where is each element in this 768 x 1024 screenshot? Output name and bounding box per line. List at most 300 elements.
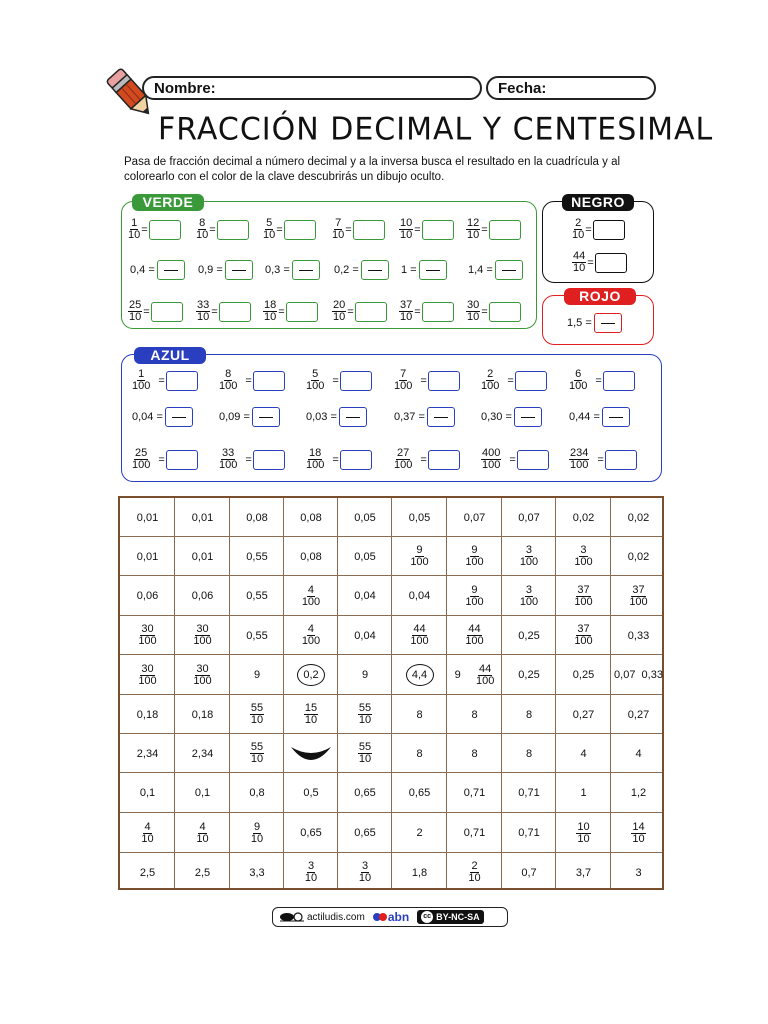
negro-item-0-fraction-numerator: 2 — [575, 217, 582, 229]
negro-item-1 — [572, 251, 627, 274]
verde-row1-item-2-equals: = — [276, 223, 283, 236]
azul-row1-item-1-equals: = — [245, 374, 252, 387]
grid-cell-r0-c9[interactable] — [611, 498, 666, 537]
azul-row3-item-1-answer-box[interactable] — [253, 450, 285, 470]
grid-cell-r5-c3-fraction-denominator: 10 — [304, 714, 318, 726]
cc-license-badge — [417, 910, 484, 924]
grid-cell-r4-c2-text: 9 — [253, 669, 261, 681]
grid-cell-r6-c6[interactable] — [447, 734, 502, 773]
grid-cell-r2-c3-fraction-numerator: 4 — [307, 583, 315, 596]
grid-cell-r3-c5[interactable] — [392, 616, 447, 655]
azul-row3-item-1-fraction — [219, 448, 237, 471]
grid-cell-r1-c7[interactable] — [502, 537, 556, 576]
grid-cell-r4-c6-part-1-fraction — [476, 664, 494, 687]
grid-cell-r8-c4[interactable] — [338, 813, 392, 853]
azul-row2-item-2-answer-box[interactable] — [339, 407, 367, 427]
grid-cell-r0-c5[interactable] — [392, 498, 447, 537]
grid-cell-r5-c8[interactable] — [556, 695, 611, 734]
answer-grid — [118, 496, 664, 890]
grid-cell-r5-c0[interactable] — [120, 695, 175, 734]
verde-row3-item-2 — [263, 300, 318, 323]
azul-row2-item-0 — [132, 407, 193, 427]
grid-cell-r1-c5-fraction-numerator: 9 — [416, 544, 423, 556]
verde-row3-item-2-answer-box[interactable] — [286, 302, 318, 322]
grid-cell-r3-c2[interactable] — [230, 616, 284, 655]
verde-row1-item-3-fraction-numerator: 7 — [335, 217, 342, 229]
grid-cell-r9-c6[interactable] — [447, 853, 502, 892]
grid-cell-r3-c6-fraction-numerator: 44 — [468, 623, 481, 635]
grid-cell-r1-c3-text: 0,08 — [300, 550, 322, 563]
grid-cell-r4-c9[interactable] — [611, 655, 666, 695]
grid-cell-r5-c8-text: 0,27 — [572, 708, 595, 721]
grid-cell-r7-c8[interactable] — [556, 773, 611, 813]
azul-row2-item-3-answer-box[interactable] — [427, 407, 455, 427]
grid-cell-r2-c6-fraction — [465, 585, 483, 608]
verde-row1-item-5-fraction-numerator: 12 — [467, 217, 480, 229]
grid-cell-r8-c1-fraction-denominator: 10 — [196, 832, 209, 845]
verde-row1-item-5-equals: = — [481, 223, 488, 236]
azul-row1-item-3-answer-box[interactable] — [428, 371, 460, 391]
grid-cell-r2-c1[interactable] — [175, 576, 230, 616]
verde-row3-item-2-fraction-numerator: 18 — [264, 299, 277, 311]
grid-cell-r3-c9[interactable] — [611, 616, 666, 655]
verde-row3-item-1 — [196, 300, 251, 323]
azul-row3-item-4-fraction — [481, 448, 501, 471]
azul-row1-item-2-answer-box[interactable] — [340, 371, 372, 391]
grid-cell-r6-c7-text: 8 — [525, 747, 533, 760]
azul-row3-item-2-answer-box[interactable] — [340, 450, 372, 470]
grid-cell-r4-c1-fraction — [193, 664, 211, 687]
grid-cell-r7-c5[interactable] — [392, 773, 447, 813]
verde-row1-item-1-fraction — [196, 218, 208, 241]
grid-cell-r5-c4-fraction-numerator: 55 — [358, 702, 372, 714]
azul-row1-item-4-answer-box[interactable] — [515, 371, 547, 391]
grid-cell-r9-c6-fraction-denominator: 10 — [468, 872, 481, 884]
azul-row1-item-2-fraction — [306, 369, 324, 392]
grid-cell-r3-c1[interactable] — [175, 616, 230, 655]
azul-row3-item-5-fraction-numerator: 234 — [570, 447, 589, 459]
azul-row2-item-1-answer-box[interactable] — [252, 407, 280, 427]
azul-row3-item-3-answer-box[interactable] — [428, 450, 460, 470]
grid-cell-r2-c7-fraction-numerator: 3 — [525, 583, 533, 596]
grid-cell-r9-c5[interactable] — [392, 853, 447, 892]
verde-row3-item-2-equals: = — [278, 305, 285, 318]
verde-row3-item-5 — [466, 300, 521, 323]
rojo-answer-box[interactable] — [594, 313, 622, 333]
verde-row2-item-5-answer-box[interactable] — [495, 260, 523, 280]
grid-cell-r0-c6[interactable] — [447, 498, 502, 537]
azul-row2-item-5-answer-box[interactable] — [602, 407, 630, 427]
smile-mark — [291, 747, 331, 760]
grid-cell-r9-c5-text: 1,8 — [411, 866, 428, 879]
verde-row1-item-2-fraction — [263, 218, 275, 241]
grid-cell-r8-c8[interactable] — [556, 813, 611, 853]
grid-cell-r7-c9-text: 1,2 — [630, 787, 647, 799]
grid-cell-r1-c9[interactable] — [611, 537, 666, 576]
grid-cell-r3-c1-fraction — [193, 624, 211, 647]
grid-cell-r1-c8[interactable] — [556, 537, 611, 576]
grid-cell-r6-c4[interactable] — [338, 734, 392, 773]
grid-cell-r3-c0[interactable] — [120, 616, 175, 655]
negro-item-1-fraction-numerator: 44 — [573, 250, 586, 262]
verde-row1-item-1-answer-box[interactable] — [217, 220, 249, 240]
verde-row2-item-0-answer-box[interactable] — [157, 260, 185, 280]
verde-row3-item-5-answer-box[interactable] — [489, 302, 521, 322]
verde-row3-item-4-equals: = — [414, 305, 421, 318]
grid-cell-r7-c9[interactable] — [611, 773, 666, 813]
grid-cell-r8-c6[interactable] — [447, 813, 502, 853]
grid-cell-r9-c2-text: 3,3 — [249, 866, 265, 879]
verde-row2-item-2 — [265, 260, 320, 280]
grid-cell-r3-c4-text: 0,04 — [354, 629, 376, 642]
azul-row1-item-2-equals: = — [332, 374, 339, 387]
negro-item-1-answer-box[interactable] — [595, 253, 627, 273]
grid-cell-r0-c3[interactable] — [284, 498, 338, 537]
grid-cell-r1-c3[interactable] — [284, 537, 338, 576]
verde-row3-item-5-equals: = — [481, 305, 488, 318]
grid-cell-r9-c8[interactable] — [556, 853, 611, 892]
grid-cell-r2-c5[interactable] — [392, 576, 447, 616]
grid-cell-r4-c2[interactable] — [230, 655, 284, 695]
verde-row1-item-3-fraction-denominator: 10 — [332, 229, 345, 241]
grid-cell-r0-c8[interactable] — [556, 498, 611, 537]
verde-row3-item-2-fraction-denominator: 10 — [264, 311, 277, 323]
grid-cell-r4-c8[interactable] — [556, 655, 611, 695]
grid-cell-r8-c5-text: 2 — [416, 827, 423, 839]
grid-cell-r2-c9-fraction — [629, 585, 647, 608]
grid-cell-r3-c8[interactable] — [556, 616, 611, 655]
grid-cell-r3-c3[interactable] — [284, 616, 338, 655]
verde-row1-item-4-fraction-numerator: 10 — [400, 217, 413, 229]
azul-row3-item-3-fraction-denominator: 100 — [394, 459, 413, 471]
license-label: BY-NC-SA — [436, 912, 480, 922]
grid-cell-r2-c7-fraction — [520, 585, 538, 608]
azul-row3-item-5-answer-box[interactable] — [605, 450, 637, 470]
grid-cell-r6-c2-fraction — [250, 742, 264, 765]
verde-row1-item-3-equals: = — [345, 223, 352, 236]
grid-cell-r6-c2[interactable] — [230, 734, 284, 773]
grid-cell-r8-c0[interactable] — [120, 813, 175, 853]
grid-cell-r2-c1-text: 0,06 — [191, 590, 214, 602]
grid-cell-r2-c0-text: 0,06 — [136, 590, 159, 602]
verde-row2-item-4 — [401, 260, 447, 280]
grid-cell-r3-c7[interactable] — [502, 616, 556, 655]
grid-cell-r6-c2-fraction-numerator: 55 — [250, 741, 264, 753]
verde-row2-item-3-answer-box[interactable] — [361, 260, 389, 280]
grid-cell-r2-c9[interactable] — [611, 576, 666, 616]
grid-cell-r8-c7[interactable] — [502, 813, 556, 853]
azul-row3-item-3 — [394, 448, 460, 471]
grid-cell-r7-c1[interactable] — [175, 773, 230, 813]
verde-row3-item-3-fraction-denominator: 10 — [333, 311, 346, 323]
grid-cell-r7-c3[interactable] — [284, 773, 338, 813]
grid-cell-r1-c2[interactable] — [230, 537, 284, 576]
azul-row1-item-4-fraction — [481, 369, 499, 392]
verde-row1-item-5-answer-box[interactable] — [489, 220, 521, 240]
verde-row1-item-3-fraction — [332, 218, 344, 241]
date-field[interactable] — [486, 76, 656, 100]
grid-cell-r4-c6-part-0 — [455, 669, 461, 681]
grid-cell-r2-c0[interactable] — [120, 576, 175, 616]
azul-row1-item-0-answer-box[interactable] — [166, 371, 198, 391]
date-label: Fecha: — [498, 80, 547, 97]
grid-cell-r2-c4[interactable] — [338, 576, 392, 616]
verde-row1-item-0-fraction — [128, 218, 140, 241]
grid-cell-r6-c1[interactable] — [175, 734, 230, 773]
grid-cell-r6-c5[interactable] — [392, 734, 447, 773]
negro-item-0-fraction-denominator: 10 — [572, 229, 585, 241]
name-field[interactable] — [142, 76, 482, 100]
grid-cell-r1-c6[interactable] — [447, 537, 502, 576]
grid-cell-r0-c1-text: 0,01 — [191, 511, 214, 524]
verde-row2-item-0-decimal: 0,4 = — [130, 264, 155, 276]
grid-cell-r6-c3[interactable] — [284, 734, 338, 773]
grid-cell-r1-c4-text: 0,05 — [354, 550, 376, 563]
grid-cell-r9-c4[interactable] — [338, 853, 392, 892]
grid-cell-r8-c9[interactable] — [611, 813, 666, 853]
grid-cell-r9-c9[interactable] — [611, 853, 666, 892]
smile-icon — [289, 743, 333, 765]
grid-cell-r8-c8-fraction-denominator: 10 — [577, 832, 590, 845]
grid-cell-r5-c7-text: 8 — [525, 708, 533, 721]
azul-row1-item-5-answer-box[interactable] — [603, 371, 635, 391]
grid-cell-r7-c4[interactable] — [338, 773, 392, 813]
grid-cell-r4-c6[interactable] — [447, 655, 502, 695]
verde-row1-item-0-equals: = — [141, 223, 148, 236]
grid-cell-r6-c9[interactable] — [611, 734, 666, 773]
grid-cell-r1-c5[interactable] — [392, 537, 447, 576]
grid-cell-r9-c1[interactable] — [175, 853, 230, 892]
negro-tag: NEGRO — [562, 194, 634, 211]
negro-item-1-fraction — [572, 251, 586, 274]
verde-row1-item-0-answer-box[interactable] — [149, 220, 181, 240]
grid-cell-r5-c2-fraction-denominator: 10 — [250, 714, 264, 726]
grid-cell-r5-c9-text: 0,27 — [627, 708, 650, 721]
grid-cell-r2-c3[interactable] — [284, 576, 338, 616]
grid-cell-r0-c8-text: 0,02 — [572, 511, 595, 524]
grid-cell-r4-c3-circled: 0,2 — [297, 664, 325, 686]
grid-cell-r4-c1-fraction-denominator: 100 — [193, 674, 212, 687]
azul-row1-item-5-equals: = — [595, 374, 602, 387]
grid-cell-r6-c4-fraction — [358, 742, 372, 765]
azul-row1-item-0-equals: = — [158, 374, 165, 387]
verde-row1-item-2-fraction-numerator: 5 — [266, 217, 273, 229]
grid-cell-r1-c5-fraction — [410, 545, 428, 568]
grid-cell-r8-c1[interactable] — [175, 813, 230, 853]
grid-cell-r8-c5[interactable] — [392, 813, 447, 853]
grid-cell-r1-c6-fraction-numerator: 9 — [471, 544, 478, 556]
grid-cell-r9-c2[interactable] — [230, 853, 284, 892]
verde-row3-item-0-fraction-numerator: 25 — [129, 299, 142, 311]
verde-row1-item-0-fraction-denominator: 10 — [128, 229, 141, 241]
grid-cell-r4-c4[interactable] — [338, 655, 392, 695]
verde-row3-item-3-answer-box[interactable] — [355, 302, 387, 322]
grid-cell-r4-c0-fraction — [138, 664, 156, 687]
grid-cell-r2-c6[interactable] — [447, 576, 502, 616]
grid-cell-r5-c1[interactable] — [175, 695, 230, 734]
grid-cell-r3-c3-fraction-numerator: 4 — [307, 623, 315, 635]
azul-row3-item-2-fraction-numerator: 18 — [309, 447, 322, 459]
azul-row3-item-1-fraction-numerator: 33 — [222, 447, 235, 459]
grid-cell-r9-c0[interactable] — [120, 853, 175, 892]
grid-cell-r5-c6[interactable] — [447, 695, 502, 734]
verde-row1-item-3-answer-box[interactable] — [353, 220, 385, 240]
verde-row2-item-2-answer-box[interactable] — [292, 260, 320, 280]
grid-cell-r1-c6-fraction — [465, 545, 483, 568]
grid-cell-r4-c5[interactable] — [392, 655, 447, 695]
azul-row3-item-2-fraction-denominator: 100 — [306, 459, 325, 471]
grid-cell-r0-c4[interactable] — [338, 498, 392, 537]
grid-cell-r6-c9-text: 4 — [635, 747, 642, 760]
grid-cell-r5-c5[interactable] — [392, 695, 447, 734]
verde-row3-item-0 — [128, 300, 183, 323]
verde-row3-item-3-equals: = — [347, 305, 354, 318]
grid-cell-r6-c7[interactable] — [502, 734, 556, 773]
verde-row2-item-4-answer-box[interactable] — [419, 260, 447, 280]
grid-cell-r6-c5-text: 8 — [416, 747, 423, 760]
azul-row2-item-1-decimal: 0,09 = — [219, 411, 250, 423]
verde-row3-item-5-fraction-denominator: 10 — [467, 311, 480, 323]
azul-row3-item-4-answer-box[interactable] — [517, 450, 549, 470]
grid-cell-r1-c4[interactable] — [338, 537, 392, 576]
azul-row3-item-0-answer-box[interactable] — [166, 450, 198, 470]
grid-cell-r0-c2-text: 0,08 — [246, 511, 268, 524]
grid-cell-r3-c4[interactable] — [338, 616, 392, 655]
grid-cell-r4-c0-fraction-numerator: 30 — [141, 662, 154, 675]
grid-cell-r1-c7-fraction-denominator: 100 — [519, 556, 539, 568]
verde-row3-item-4 — [399, 300, 454, 323]
grid-cell-r8-c3[interactable] — [284, 813, 338, 853]
grid-cell-r3-c5-fraction-denominator: 100 — [410, 635, 429, 647]
grid-cell-r7-c7[interactable] — [502, 773, 556, 813]
grid-cell-r9-c3[interactable] — [284, 853, 338, 892]
verde-row2-item-1-answer-box[interactable] — [225, 260, 253, 280]
grid-cell-r8-c1-fraction-numerator: 4 — [199, 820, 206, 833]
verde-row1-item-1 — [196, 218, 249, 241]
verde-row1-item-4-fraction-denominator: 10 — [400, 229, 413, 241]
grid-cell-r6-c8[interactable] — [556, 734, 611, 773]
azul-row1-item-3-fraction-numerator: 7 — [400, 368, 407, 380]
grid-cell-r7-c2[interactable] — [230, 773, 284, 813]
grid-cell-r5-c4[interactable] — [338, 695, 392, 734]
verde-row3-item-1-answer-box[interactable] — [219, 302, 251, 322]
grid-cell-r0-c1[interactable] — [175, 498, 230, 537]
grid-cell-r1-c1[interactable] — [175, 537, 230, 576]
verde-row1-item-3 — [332, 218, 385, 241]
grid-cell-r3-c8-fraction — [574, 624, 592, 647]
azul-row1-item-3-equals: = — [420, 374, 427, 387]
grid-cell-r9-c9-text: 3 — [635, 866, 642, 879]
azul-tag: AZUL — [134, 347, 206, 364]
grid-cell-r8-c9-fraction-numerator: 14 — [632, 820, 645, 833]
grid-cell-r4-c0[interactable] — [120, 655, 175, 695]
azul-row1-item-5-fraction-denominator: 100 — [569, 380, 588, 392]
verde-row3-item-1-fraction-numerator: 33 — [197, 299, 210, 311]
grid-cell-r2-c7[interactable] — [502, 576, 556, 616]
grid-cell-r0-c4-text: 0,05 — [354, 511, 376, 524]
verde-row3-item-1-fraction-denominator: 10 — [197, 311, 210, 323]
grid-cell-r1-c2-text: 0,55 — [246, 550, 268, 563]
grid-cell-r4-c3[interactable] — [284, 655, 338, 695]
verde-row1-item-4-answer-box[interactable] — [422, 220, 454, 240]
azul-row1-item-1-fraction — [219, 369, 237, 392]
negro-item-0-answer-box[interactable] — [593, 220, 625, 240]
azul-row3-item-0-fraction-numerator: 25 — [135, 447, 148, 459]
verde-row3-item-4-fraction-denominator: 10 — [400, 311, 413, 323]
verde-row1-item-2-answer-box[interactable] — [284, 220, 316, 240]
azul-row3-item-3-equals: = — [420, 453, 427, 466]
grid-cell-r6-c0[interactable] — [120, 734, 175, 773]
grid-cell-r9-c3-fraction-denominator: 10 — [304, 872, 318, 884]
grid-cell-r8-c2[interactable] — [230, 813, 284, 853]
verde-row2-item-2-decimal: 0,3 = — [265, 264, 290, 276]
grid-cell-r7-c0[interactable] — [120, 773, 175, 813]
grid-cell-r9-c4-fraction — [359, 861, 371, 884]
grid-cell-r9-c0-text: 2,5 — [139, 866, 156, 879]
verde-row1-item-0 — [128, 218, 181, 241]
verde-row3-item-4-answer-box[interactable] — [422, 302, 454, 322]
actiludis-logo-icon — [279, 911, 305, 923]
grid-cell-r9-c6-fraction — [468, 861, 480, 884]
grid-cell-r8-c6-text: 0,71 — [463, 827, 486, 839]
grid-cell-r8-c9-fraction-denominator: 10 — [632, 832, 645, 845]
grid-cell-r3-c1-fraction-numerator: 30 — [196, 623, 209, 635]
grid-cell-r4-c7[interactable] — [502, 655, 556, 695]
verde-row3-item-0-answer-box[interactable] — [151, 302, 183, 322]
grid-cell-r7-c7-text: 0,71 — [518, 787, 540, 799]
grid-cell-r8-c4-text: 0,65 — [354, 827, 376, 839]
grid-cell-r0-c0[interactable] — [120, 498, 175, 537]
azul-row1-item-1 — [219, 369, 285, 392]
azul-row1-item-1-answer-box[interactable] — [253, 371, 285, 391]
azul-row1-item-0-fraction-numerator: 1 — [138, 368, 145, 380]
grid-cell-r9-c3-fraction — [305, 861, 317, 884]
verde-row3-item-3-fraction-numerator: 20 — [333, 299, 346, 311]
negro-item-1-equals: = — [587, 256, 594, 269]
grid-cell-r5-c7[interactable] — [502, 695, 556, 734]
grid-cell-r2-c8[interactable] — [556, 576, 611, 616]
azul-row2-item-4-answer-box[interactable] — [514, 407, 542, 427]
verde-row2-item-5-decimal: 1,4 = — [468, 264, 493, 276]
grid-cell-r2-c2[interactable] — [230, 576, 284, 616]
grid-cell-r9-c7-text: 0,7 — [521, 866, 537, 879]
verde-row1-item-5-fraction-denominator: 10 — [467, 229, 480, 241]
grid-cell-r2-c9-fraction-denominator: 100 — [629, 595, 648, 608]
grid-cell-r0-c7[interactable] — [502, 498, 556, 537]
grid-cell-r8-c9-fraction — [631, 822, 645, 845]
grid-cell-r2-c9-fraction-numerator: 37 — [632, 583, 645, 596]
grid-cell-r9-c1-text: 2,5 — [194, 866, 211, 879]
grid-cell-r4-c6-part-0-text: 9 — [454, 669, 461, 681]
grid-cell-r5-c2[interactable] — [230, 695, 284, 734]
grid-cell-r5-c3[interactable] — [284, 695, 338, 734]
grid-cell-r3-c6[interactable] — [447, 616, 502, 655]
azul-row2-item-0-answer-box[interactable] — [165, 407, 193, 427]
azul-row3-item-1-equals: = — [245, 453, 252, 466]
grid-cell-r4-c1[interactable] — [175, 655, 230, 695]
grid-cell-r0-c2[interactable] — [230, 498, 284, 537]
grid-cell-r7-c6[interactable] — [447, 773, 502, 813]
azul-row3-item-0-fraction-denominator: 100 — [132, 459, 151, 471]
grid-cell-r1-c0[interactable] — [120, 537, 175, 576]
grid-cell-r5-c3-fraction-numerator: 15 — [304, 702, 318, 714]
verde-row1-item-2 — [263, 218, 316, 241]
grid-cell-r3-c5-fraction — [410, 624, 428, 647]
grid-cell-r2-c8-fraction — [574, 585, 592, 608]
grid-cell-r9-c7[interactable] — [502, 853, 556, 892]
rojo-item — [567, 313, 622, 333]
grid-cell-r5-c9[interactable] — [611, 695, 666, 734]
